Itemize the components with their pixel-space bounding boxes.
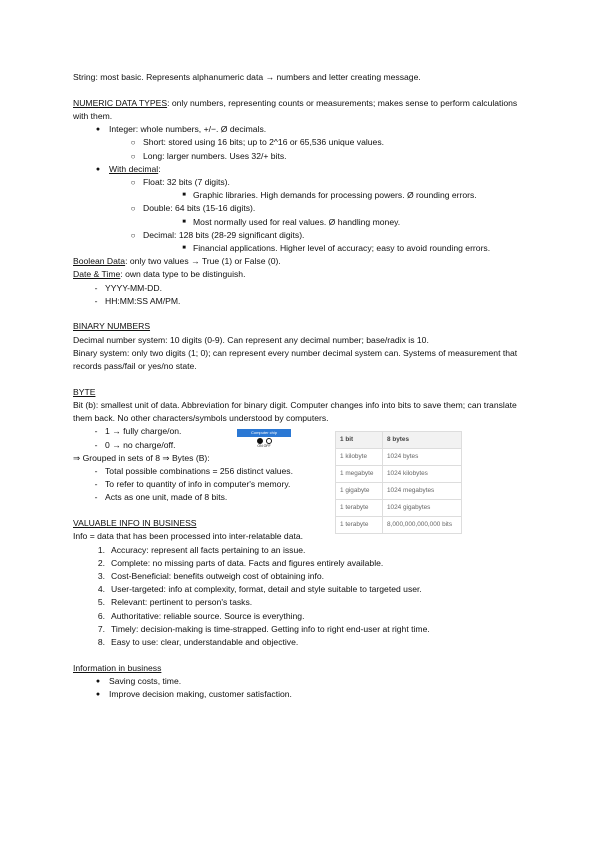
string-definition: String: most basic. Represents alphanumeric data → numbers and letter creating message. <box>73 72 421 82</box>
list-item: - YYYY-MM-DD. <box>73 282 523 295</box>
computer-chip-image <box>237 429 291 449</box>
chip-labels: ON OFF <box>257 444 271 449</box>
table-row: 1 kilobyte 1024 bytes <box>336 449 462 466</box>
list-item: ● Improve decision making, customer satisfaction. <box>73 688 523 701</box>
grouped-line: ⇒ Grouped in sets of 8 ⇒ Bytes (B): <box>73 452 210 463</box>
business-heading: Information in business <box>73 662 162 673</box>
valuable-heading: VALUABLE INFO IN BUSINESS <box>73 518 197 529</box>
dash-bullet-icon: - <box>94 479 98 490</box>
list-item: 4. User-targeted: info at complexity, format, detail and style suitable to targeted user. <box>97 584 422 595</box>
list-item: - 0 → no charge/off. <box>73 439 523 452</box>
info-definition: Info = data that has been processed into inter-relatable data. <box>73 531 304 542</box>
list-item: 7. Timely: decision-making is time-strapped. Getting info to right end-user at right time. <box>97 623 430 634</box>
list-item: - 1 → fully charge/on. <box>73 425 523 438</box>
byte-heading: BYTE <box>73 386 96 397</box>
boolean-line: Boolean Data: only two values → True (1) or False (0). <box>73 256 281 267</box>
dash-bullet-icon: - <box>94 282 98 293</box>
square-bullet-icon: ■ <box>182 218 186 225</box>
list-item: ○ Float: 32 bits (7 digits). <box>73 176 523 189</box>
byte-units-table <box>335 431 462 534</box>
list-item: ○ Decimal: 128 bits (28-29 significant digits). <box>73 229 523 242</box>
table-row: 1 gigabyte 1024 megabytes <box>336 483 462 500</box>
list-item: ■ Most normally used for real values. Ø handling money. <box>73 216 523 229</box>
bit-definition: Bit (b): smallest unit of data. Abbreviation for binary digit. Computer changes info into bits to save them; can translate them back. No other characters/symbols understood by computers. <box>73 399 517 424</box>
circle-bullet-icon: ○ <box>130 177 136 187</box>
square-bullet-icon: ■ <box>182 244 186 251</box>
bullet-icon: ● <box>95 126 101 134</box>
list-item: ■ Financial applications. Higher level of accuracy; easy to avoid rounding errors. <box>73 242 523 255</box>
dash-bullet-icon: - <box>94 439 98 450</box>
list-item: - HH:MM:SS AM/PM. <box>73 295 523 308</box>
chip-title: Computer chip <box>237 429 291 437</box>
square-bullet-icon: ■ <box>182 192 186 199</box>
bullet-icon: ● <box>95 677 101 685</box>
table-row: 1 terabyte 1024 gigabytes <box>336 500 462 517</box>
table-row: 1 megabyte 1024 kilobytes <box>336 466 462 483</box>
list-item: 2. Complete: no missing parts of data. Facts and figures entirely available. <box>97 557 384 568</box>
binary-system-text: Binary system: only two digits (1; 0); can represent every number decimal system can. Systems of measurement that records pass/fail or yes/no state. <box>73 347 518 372</box>
list-item: ○ Double: 64 bits (15-16 digits). <box>73 202 523 215</box>
list-item: - Total possible combinations = 256 distinct values. <box>73 465 523 478</box>
decimal-system-text: Decimal number system: 10 digits (0-9). Can represent any decimal number; base/radix is 10. <box>73 334 429 345</box>
circle-bullet-icon: ○ <box>130 151 136 161</box>
table-row: 1 terabyte 8,000,000,000,000 bits <box>336 517 462 534</box>
table-header-row <box>336 432 462 449</box>
document-page <box>73 71 523 701</box>
list-item: ○ Long: larger numbers. Uses 32/+ bits. <box>73 150 523 163</box>
table-header-cell: 1 bit <box>336 432 383 449</box>
binary-heading: BINARY NUMBERS <box>73 321 151 332</box>
list-item: ○ Short: stored using 16 bits; up to 2^16 or 65,536 unique values. <box>73 136 523 149</box>
numeric-intro: NUMERIC DATA TYPES: only numbers, representing counts or measurements; makes sense to perform calculations with them. <box>73 97 518 121</box>
list-item: - To refer to quantity of info in computer's memory. <box>73 478 523 491</box>
list-item: ■ Graphic libraries. High demands for processing powers. Ø rounding errors. <box>73 189 523 202</box>
list-item: ● With decimal: <box>73 163 523 176</box>
numeric-heading: NUMERIC DATA TYPES <box>73 97 168 108</box>
list-item: 5. Relevant: pertinent to person's tasks. <box>97 597 253 608</box>
table-header-cell: 8 bytes <box>383 432 462 449</box>
list-item: 3. Cost-Beneficial: benefits outweigh cost of obtaining info. <box>97 570 325 581</box>
circle-bullet-icon: ○ <box>130 230 136 240</box>
datetime-line: Date & Time: own data type to be distinguish. <box>73 269 246 280</box>
dash-bullet-icon: - <box>94 465 98 476</box>
circle-bullet-icon: ○ <box>130 138 136 148</box>
list-item: ● Integer: whole numbers, +/−. Ø decimals. <box>73 123 523 136</box>
bullet-icon: ● <box>95 165 101 173</box>
circle-bullet-icon: ○ <box>130 204 136 214</box>
list-item: ● Saving costs, time. <box>73 675 523 688</box>
bullet-icon: ● <box>95 691 101 699</box>
list-item: 8. Easy to use: clear, understandable and objective. <box>97 636 299 647</box>
list-item: 1. Accuracy: represent all facts pertaining to an issue. <box>97 544 306 555</box>
list-item: 6. Authoritative: reliable source. Source is everything. <box>97 610 305 621</box>
dash-bullet-icon: - <box>94 295 98 306</box>
dash-bullet-icon: - <box>94 426 98 437</box>
list-item: - Acts as one unit, made of 8 bits. <box>73 491 523 504</box>
dash-bullet-icon: - <box>94 492 98 503</box>
